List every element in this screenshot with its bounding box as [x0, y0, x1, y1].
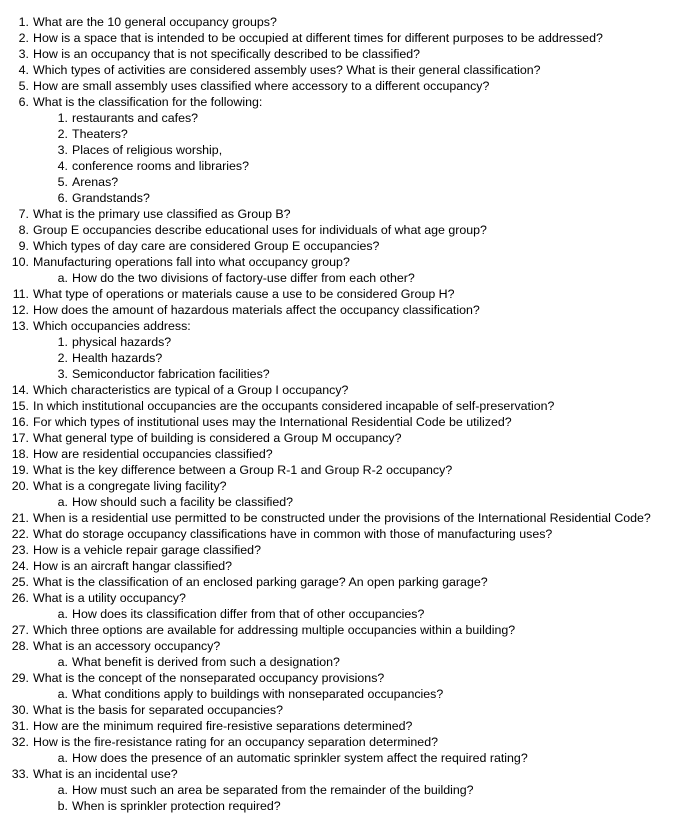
item-number: 7. [18, 207, 29, 221]
item-text: Arenas? [72, 175, 119, 189]
item-text: For which types of institutional uses may the International Residential Code be utilized? [33, 415, 512, 429]
item-number: 6. [18, 95, 29, 109]
item-text: What is a utility occupancy? [33, 591, 186, 605]
item-text: What is the classification of an enclosed parking garage? An open parking garage? [33, 575, 488, 589]
item-text: How is a vehicle repair garage classified? [33, 543, 261, 557]
item-text: Which three options are available for addressing multiple occupancies within a building? [33, 623, 516, 637]
item-text: How must such an area be separated from the remainder of the building? [72, 783, 474, 797]
item-number: 31. [11, 719, 29, 733]
item-number: a. [57, 687, 68, 701]
item-text: What is an accessory occupancy? [33, 639, 221, 653]
item-number: 16. [11, 415, 29, 429]
item-number: 24. [11, 559, 29, 573]
item-text: How does the amount of hazardous materials affect the occupancy classification? [33, 303, 480, 317]
item-text: How are residential occupancies classified? [33, 447, 273, 461]
item-number: 3. [57, 143, 68, 157]
item-number: 17. [11, 431, 29, 445]
item-number: 20. [11, 479, 29, 493]
item-text: physical hazards? [72, 335, 172, 349]
item-text: What are the 10 general occupancy groups? [33, 15, 277, 29]
item-number: 26. [11, 591, 29, 605]
item-number: 11. [12, 287, 29, 301]
item-number: 14. [11, 383, 29, 397]
item-number: 8. [18, 223, 29, 237]
item-text: What is the basis for separated occupancies? [33, 703, 284, 717]
item-text: Group E occupancies describe educational uses for individuals of what age group? [33, 223, 487, 237]
item-text: What is the key difference between a Group R-1 and Group R-2 occupancy? [33, 463, 453, 477]
item-number: 19. [11, 463, 29, 477]
item-text: What general type of building is considered a Group M occupancy? [33, 431, 402, 445]
item-number: 25. [11, 575, 29, 589]
item-number: 1. [57, 335, 68, 349]
item-text: Semiconductor fabrication facilities? [72, 367, 270, 381]
item-text: What is the primary use classified as Group B? [33, 207, 291, 221]
item-number: 3. [18, 47, 29, 61]
item-number: 21. [11, 511, 29, 525]
item-number: a. [57, 607, 68, 621]
item-number: a. [57, 655, 68, 669]
item-text: Grandstands? [72, 191, 150, 205]
item-number: 2. [57, 127, 68, 141]
item-number: 10. [11, 255, 29, 269]
item-text: How should such a facility be classified? [72, 495, 294, 509]
item-text: How is a space that is intended to be occupied at different times for different purposes to be addressed? [33, 31, 603, 45]
item-text: Which types of day care are considered Group E occupancies? [33, 239, 380, 253]
item-number: a. [57, 783, 68, 797]
item-number: 28. [11, 639, 29, 653]
item-number: 4. [18, 63, 29, 77]
item-text: How is an occupancy that is not specifically described to be classified? [33, 47, 421, 61]
item-number: a. [57, 751, 68, 765]
item-number: 23. [11, 543, 29, 557]
item-number: 1. [57, 111, 68, 125]
item-text: When is sprinkler protection required? [72, 799, 281, 813]
item-number: 5. [57, 175, 68, 189]
item-text: restaurants and cafes? [72, 111, 199, 125]
item-text: What do storage occupancy classifications have in common with those of manufacturing uses? [33, 527, 553, 541]
item-text: What type of operations or materials cause a use to be considered Group H? [33, 287, 455, 301]
item-number: 32. [11, 735, 29, 749]
item-text: Which occupancies address: [33, 319, 191, 333]
item-number: b. [57, 799, 68, 813]
item-text: How does its classification differ from that of other occupancies? [72, 607, 425, 621]
item-number: 2. [57, 351, 68, 365]
item-text: How do the two divisions of factory-use differ from each other? [72, 271, 415, 285]
item-number: 9. [18, 239, 29, 253]
item-text: conference rooms and libraries? [72, 159, 250, 173]
item-number: 2. [18, 31, 29, 45]
item-number: 13. [11, 319, 29, 333]
item-text: When is a residential use permitted to be constructed under the provisions of the International Residential Code? [33, 511, 651, 525]
item-number: 1. [18, 15, 29, 29]
item-number: 27. [11, 623, 29, 637]
item-text: Which characteristics are typical of a Group I occupancy? [33, 383, 349, 397]
item-number: a. [57, 271, 68, 285]
item-text: What conditions apply to buildings with nonseparated occupancies? [72, 687, 444, 701]
item-number: 18. [11, 447, 29, 461]
item-text: What is the classification for the following: [33, 95, 263, 109]
item-text: Theaters? [72, 127, 128, 141]
item-number: 29. [11, 671, 29, 685]
item-number: 5. [18, 79, 29, 93]
item-text: Places of religious worship, [72, 143, 223, 157]
item-text: In which institutional occupancies are the occupants considered incapable of self-preservation? [33, 399, 555, 413]
item-number: 30. [11, 703, 29, 717]
item-number: a. [57, 495, 68, 509]
item-text: What is the concept of the nonseparated occupancy provisions? [33, 671, 385, 685]
item-text: How is the fire-resistance rating for an occupancy separation determined? [33, 735, 438, 749]
item-text: How does the presence of an automatic sprinkler system affect the required rating? [72, 751, 528, 765]
item-number: 15. [11, 399, 29, 413]
item-text: Manufacturing operations fall into what occupancy group? [33, 255, 350, 269]
item-number: 4. [57, 159, 68, 173]
item-number: 3. [57, 367, 68, 381]
item-text: What benefit is derived from such a designation? [72, 655, 340, 669]
item-number: 6. [57, 191, 68, 205]
item-number: 12. [11, 303, 29, 317]
item-text: How is an aircraft hangar classified? [33, 559, 233, 573]
item-text: How are small assembly uses classified where accessory to a different occupancy? [33, 79, 490, 93]
item-text: Health hazards? [72, 351, 163, 365]
item-text: What is an incidental use? [33, 767, 178, 781]
item-number: 22. [11, 527, 29, 541]
item-number: 33. [11, 767, 29, 781]
item-text: Which types of activities are considered assembly uses? What is their general classification? [33, 63, 541, 77]
item-text: What is a congregate living facility? [33, 479, 227, 493]
item-text: How are the minimum required fire-resistive separations determined? [33, 719, 413, 733]
